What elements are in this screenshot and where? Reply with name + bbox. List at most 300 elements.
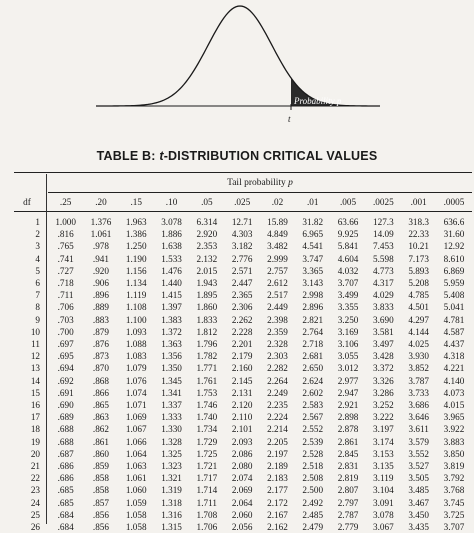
value-cell: 31.82 xyxy=(302,217,324,227)
value-cell: 1.886 xyxy=(161,229,182,240)
value-cell: 2.205 xyxy=(267,436,288,447)
value-cell: 2.447 xyxy=(231,278,253,288)
value-cell: 1.315 xyxy=(161,522,182,532)
value-cell: 1.708 xyxy=(196,509,218,520)
tail-probability-header xyxy=(48,178,472,188)
value-cell: 1.943 xyxy=(196,278,218,288)
value-cell: 1.717 xyxy=(196,473,218,484)
table-row xyxy=(14,265,472,277)
value-cell: 2.214 xyxy=(267,424,288,435)
value-cell: 4.781 xyxy=(443,314,465,325)
value-cell: 2.235 xyxy=(267,400,288,410)
value-cell: 3.182 xyxy=(231,241,253,252)
value-cell: 1.812 xyxy=(196,326,218,337)
value-cell: 2.977 xyxy=(337,375,359,386)
value-cell: 2.224 xyxy=(267,412,288,423)
value-cell: 2.718 xyxy=(302,339,324,349)
value-cell: 1.415 xyxy=(161,290,182,301)
value-cell: .694 xyxy=(57,363,74,374)
value-cell: 1.100 xyxy=(125,314,147,325)
table-row xyxy=(14,314,472,326)
value-cell: 3.747 xyxy=(302,253,324,264)
value-cell: 4.604 xyxy=(337,253,359,264)
value-cell: 3.250 xyxy=(337,314,359,325)
value-cell: 5.841 xyxy=(337,241,359,252)
value-cell: 5.208 xyxy=(408,278,429,288)
value-cell: 1.895 xyxy=(196,290,218,301)
value-cell: 1.319 xyxy=(161,485,182,496)
value-cell: 1.069 xyxy=(125,412,147,423)
value-cell: 1.746 xyxy=(196,400,218,410)
value-cell: 3.197 xyxy=(373,424,394,435)
df-cell: 26 xyxy=(30,522,40,532)
table-row xyxy=(14,277,472,289)
value-cell: .866 xyxy=(92,387,109,398)
value-cell: .978 xyxy=(92,241,109,252)
value-cell: 2.779 xyxy=(337,522,359,532)
value-cell: .859 xyxy=(92,461,109,471)
value-cell: 1.714 xyxy=(196,485,218,496)
value-cell: 63.66 xyxy=(337,217,359,227)
table-row xyxy=(14,228,472,240)
table-row xyxy=(14,423,472,435)
value-cell: 4.029 xyxy=(373,290,394,301)
value-cell: 2.821 xyxy=(302,314,324,325)
df-cell: 4 xyxy=(35,253,40,264)
value-cell: 3.355 xyxy=(337,302,359,313)
value-cell: 1.134 xyxy=(125,278,147,288)
value-cell: 1.721 xyxy=(196,461,218,471)
df-cell: 20 xyxy=(30,448,40,459)
value-cell: 2.131 xyxy=(231,387,253,398)
value-cell: 15.89 xyxy=(267,217,288,227)
column-header: .025 xyxy=(234,197,251,207)
value-cell: 3.286 xyxy=(373,387,394,398)
value-cell: 2.172 xyxy=(267,497,288,508)
df-cell: 23 xyxy=(30,485,40,496)
value-cell: 2.819 xyxy=(337,473,359,484)
value-cell: 2.920 xyxy=(196,229,218,240)
value-cell: 1.771 xyxy=(196,363,218,374)
table-row xyxy=(14,436,472,448)
value-cell: 2.074 xyxy=(231,473,253,484)
value-cell: 3.135 xyxy=(373,461,394,471)
value-cell: 3.252 xyxy=(373,400,394,410)
value-cell: .861 xyxy=(92,436,109,447)
table-row xyxy=(14,497,472,509)
df-cell: 2 xyxy=(35,229,40,240)
value-cell: .865 xyxy=(92,400,109,410)
value-cell: 2.328 xyxy=(267,339,288,349)
value-cell: .941 xyxy=(92,253,109,264)
value-cell: 1.064 xyxy=(125,448,147,459)
value-cell: 1.963 xyxy=(125,217,147,227)
value-cell: 1.330 xyxy=(161,424,182,435)
value-cell: 2.757 xyxy=(267,265,288,276)
value-cell: 2.485 xyxy=(302,509,324,520)
value-cell: 3.169 xyxy=(337,326,359,337)
value-cell: 2.898 xyxy=(337,412,359,423)
column-header: .25 xyxy=(59,197,72,207)
value-cell: 3.707 xyxy=(337,278,359,288)
column-header: .01 xyxy=(307,197,319,207)
value-cell: 6.314 xyxy=(196,217,218,227)
value-cell: 3.482 xyxy=(267,241,288,252)
value-cell: 2.650 xyxy=(302,363,324,374)
value-cell: .697 xyxy=(57,339,74,349)
df-cell: 5 xyxy=(35,265,40,276)
value-cell: 1.093 xyxy=(125,326,147,337)
value-cell: 3.690 xyxy=(373,314,394,325)
value-cell: 2.086 xyxy=(231,448,253,459)
header-bottom-rule xyxy=(14,211,472,212)
value-cell: 4.025 xyxy=(408,339,429,349)
value-cell: 1.796 xyxy=(196,339,218,349)
df-cell: 18 xyxy=(30,424,40,435)
value-cell: .856 xyxy=(92,522,109,532)
value-cell: 3.505 xyxy=(408,473,429,484)
value-cell: .687 xyxy=(57,448,74,459)
value-cell: 4.773 xyxy=(373,265,394,276)
value-cell: 2.056 xyxy=(231,522,253,532)
value-cell: 2.681 xyxy=(302,351,324,362)
value-cell: 2.449 xyxy=(267,302,288,313)
column-header: .0005 xyxy=(443,197,465,207)
value-cell: 1.833 xyxy=(196,314,218,325)
value-cell: 2.492 xyxy=(302,497,324,508)
value-cell: .688 xyxy=(57,424,74,435)
value-cell: 2.183 xyxy=(267,473,288,484)
df-cell: 13 xyxy=(30,363,40,374)
value-cell: 2.878 xyxy=(337,424,359,435)
value-cell: .860 xyxy=(92,448,109,459)
value-cell: 3.078 xyxy=(161,217,182,227)
table-row xyxy=(14,375,472,387)
value-cell: 2.861 xyxy=(337,436,359,447)
value-cell: 2.787 xyxy=(337,509,359,520)
df-cell: 11 xyxy=(31,339,40,349)
value-cell: .868 xyxy=(92,375,109,386)
df-cell: 15 xyxy=(30,387,40,398)
value-cell: 3.965 xyxy=(443,412,465,423)
value-cell: 2.624 xyxy=(302,375,324,386)
value-cell: .920 xyxy=(92,265,109,276)
value-cell: 2.807 xyxy=(337,485,359,496)
value-cell: 1.350 xyxy=(161,363,182,374)
value-cell: .685 xyxy=(57,485,74,496)
value-cell: 1.706 xyxy=(196,522,218,532)
value-cell: 2.896 xyxy=(302,302,324,313)
value-cell: 3.365 xyxy=(302,265,324,276)
value-cell: 8.610 xyxy=(443,253,465,264)
value-cell: 3.174 xyxy=(373,436,394,447)
value-cell: 5.598 xyxy=(373,253,394,264)
value-cell: 3.497 xyxy=(373,339,394,349)
value-cell: 3.428 xyxy=(373,351,394,362)
column-header: .02 xyxy=(271,197,284,207)
value-cell: 2.262 xyxy=(231,314,253,325)
value-cell: 2.160 xyxy=(231,363,253,374)
tail-header-rule xyxy=(48,192,472,193)
value-cell: 1.316 xyxy=(161,509,182,520)
table-row xyxy=(14,338,472,350)
value-cell: 2.189 xyxy=(267,461,288,471)
value-cell: .688 xyxy=(57,436,74,447)
value-cell: 3.883 xyxy=(443,436,465,447)
value-cell: 3.552 xyxy=(408,448,429,459)
df-cell: 10 xyxy=(30,326,40,337)
value-cell: 4.015 xyxy=(443,400,465,410)
value-cell: 1.108 xyxy=(125,302,147,313)
value-cell: .873 xyxy=(92,351,109,362)
table-row xyxy=(14,387,472,399)
value-cell: 636.6 xyxy=(443,217,465,227)
value-cell: 2.776 xyxy=(231,253,253,264)
value-cell: 4.541 xyxy=(302,241,324,252)
value-cell: 2.764 xyxy=(302,326,324,337)
value-cell: 1.638 xyxy=(161,241,182,252)
value-cell: .711 xyxy=(57,290,74,301)
value-cell: 1.074 xyxy=(125,387,147,398)
value-cell: 2.998 xyxy=(302,290,324,301)
table-row xyxy=(14,301,472,313)
value-cell: 1.333 xyxy=(161,412,182,423)
value-cell: 2.518 xyxy=(302,461,324,471)
value-cell: 2.249 xyxy=(267,387,288,398)
value-cell: 3.012 xyxy=(337,363,359,374)
value-cell: .684 xyxy=(57,522,74,532)
value-cell: 3.078 xyxy=(373,509,394,520)
table-row xyxy=(14,460,472,472)
value-cell: .857 xyxy=(92,497,109,508)
value-cell: 2.177 xyxy=(267,485,288,496)
value-cell: 12.92 xyxy=(443,241,465,252)
value-cell: 1.321 xyxy=(161,473,182,484)
value-cell: 2.539 xyxy=(302,436,324,447)
value-cell: 3.143 xyxy=(302,278,324,288)
value-cell: .686 xyxy=(57,461,74,471)
value-cell: 2.282 xyxy=(267,363,288,374)
value-cell: .690 xyxy=(57,400,74,410)
value-cell: .879 xyxy=(92,326,109,337)
value-cell: 2.508 xyxy=(302,473,324,484)
value-cell: 1.328 xyxy=(161,436,182,447)
value-cell: 1.734 xyxy=(196,424,218,435)
value-cell: 2.517 xyxy=(267,290,288,301)
value-cell: 2.528 xyxy=(302,448,324,459)
value-cell: .686 xyxy=(57,473,74,484)
value-cell: 1.341 xyxy=(161,387,182,398)
df-cell: 16 xyxy=(30,400,40,410)
value-cell: 1.397 xyxy=(161,302,182,313)
value-cell: .876 xyxy=(92,339,109,349)
df-cell: 19 xyxy=(30,436,40,447)
df-cell: 14 xyxy=(30,375,40,386)
value-cell: 4.297 xyxy=(408,314,429,325)
value-cell: 2.583 xyxy=(302,400,324,410)
value-cell: 2.015 xyxy=(196,265,218,276)
value-cell: 3.733 xyxy=(408,387,429,398)
value-cell: 1.067 xyxy=(125,424,147,435)
value-cell: .816 xyxy=(57,229,74,240)
value-cell: 2.359 xyxy=(267,326,288,337)
value-cell: .862 xyxy=(92,424,109,435)
value-cell: 1.076 xyxy=(125,375,147,386)
value-cell: 2.831 xyxy=(337,461,359,471)
value-cell: .706 xyxy=(57,302,74,313)
value-cell: 3.055 xyxy=(337,351,359,362)
value-cell: 1.190 xyxy=(125,253,147,264)
value-cell: 2.571 xyxy=(231,265,253,276)
title-t-symbol: t xyxy=(159,149,164,163)
value-cell: .695 xyxy=(57,351,74,362)
value-cell: 1.372 xyxy=(161,326,182,337)
column-header: .10 xyxy=(165,197,178,207)
table-row xyxy=(14,362,472,374)
table-row xyxy=(14,326,472,338)
table-row xyxy=(14,216,472,228)
value-cell: 2.552 xyxy=(302,424,324,435)
value-cell: .703 xyxy=(57,314,74,325)
value-cell: 1.356 xyxy=(161,351,182,362)
value-cell: 3.104 xyxy=(373,485,394,496)
table-row xyxy=(14,521,472,533)
value-cell: 2.064 xyxy=(231,497,253,508)
value-cell: 4.317 xyxy=(373,278,394,288)
value-cell: 4.221 xyxy=(443,363,465,374)
value-cell: 1.059 xyxy=(125,497,147,508)
value-cell: 2.228 xyxy=(231,326,253,337)
value-cell: 2.101 xyxy=(231,424,253,435)
df-cell: 24 xyxy=(30,497,40,508)
t-value-label: t xyxy=(288,114,291,124)
value-cell: .863 xyxy=(92,412,109,423)
value-cell: 2.201 xyxy=(231,339,253,349)
value-cell: .741 xyxy=(57,253,74,264)
value-cell: 7.173 xyxy=(408,253,429,264)
value-cell: 3.725 xyxy=(443,509,465,520)
value-cell: 2.500 xyxy=(302,485,324,496)
value-cell: 14.09 xyxy=(373,229,394,240)
value-cell: 2.179 xyxy=(231,351,253,362)
value-cell: 4.303 xyxy=(231,229,253,240)
value-cell: .691 xyxy=(57,387,74,398)
value-cell: 3.852 xyxy=(408,363,429,374)
value-cell: 3.745 xyxy=(443,497,465,508)
value-cell: 3.222 xyxy=(373,412,394,423)
value-cell: 2.110 xyxy=(231,412,253,423)
value-cell: 2.132 xyxy=(196,253,218,264)
table-title xyxy=(0,149,474,163)
df-cell: 25 xyxy=(30,509,40,520)
title-suffix: -DISTRIBUTION CRITICAL VALUES xyxy=(163,149,378,163)
value-cell: 2.093 xyxy=(231,436,253,447)
value-cell: 3.850 xyxy=(443,448,465,459)
value-cell: 1.725 xyxy=(196,448,218,459)
value-cell: 2.921 xyxy=(337,400,359,410)
value-cell: 5.041 xyxy=(443,302,465,313)
value-cell: 2.306 xyxy=(231,302,253,313)
table-row xyxy=(14,289,472,301)
table-row xyxy=(14,509,472,521)
value-cell: 22.33 xyxy=(408,229,429,240)
value-cell: 3.067 xyxy=(373,522,394,532)
value-cell: .889 xyxy=(92,302,109,313)
value-cell: .858 xyxy=(92,485,109,496)
value-cell: 1.440 xyxy=(161,278,182,288)
value-cell: 1.119 xyxy=(126,290,147,301)
value-cell: 3.686 xyxy=(408,400,429,410)
value-cell: 2.612 xyxy=(267,278,288,288)
value-cell: 4.501 xyxy=(408,302,429,313)
value-cell: 4.849 xyxy=(267,229,288,240)
value-cell: 2.080 xyxy=(231,461,253,471)
value-cell: 4.140 xyxy=(443,375,465,386)
value-cell: 1.386 xyxy=(125,229,147,240)
value-cell: 2.120 xyxy=(231,400,253,410)
value-cell: 6.965 xyxy=(302,229,324,240)
value-cell: .896 xyxy=(92,290,109,301)
value-cell: 3.326 xyxy=(373,375,394,386)
value-cell: 1.376 xyxy=(90,217,112,227)
value-cell: 3.485 xyxy=(408,485,429,496)
df-cell: 9 xyxy=(35,314,40,325)
value-cell: 3.819 xyxy=(443,461,465,471)
value-cell: 3.611 xyxy=(408,424,429,435)
value-cell: 1.088 xyxy=(125,339,147,349)
value-cell: 1.533 xyxy=(161,253,182,264)
title-prefix: TABLE B: xyxy=(96,149,160,163)
value-cell: 1.761 xyxy=(196,375,218,386)
value-cell: 3.119 xyxy=(373,473,394,484)
value-cell: 2.162 xyxy=(267,522,288,532)
value-cell: 1.058 xyxy=(125,509,147,520)
value-cell: 5.959 xyxy=(443,278,465,288)
value-cell: .906 xyxy=(92,278,109,288)
value-cell: 1.345 xyxy=(161,375,182,386)
value-cell: 1.060 xyxy=(125,485,147,496)
value-cell: 2.999 xyxy=(267,253,288,264)
value-cell: 2.845 xyxy=(337,448,359,459)
value-cell: .700 xyxy=(57,326,74,337)
value-cell: 1.318 xyxy=(161,497,182,508)
df-cell: 8 xyxy=(35,302,40,313)
value-cell: 3.435 xyxy=(408,522,429,532)
value-cell: 2.398 xyxy=(267,314,288,325)
df-cell: 7 xyxy=(35,290,40,301)
value-cell: .689 xyxy=(57,412,74,423)
value-cell: 1.337 xyxy=(161,400,182,410)
value-cell: 1.071 xyxy=(125,400,147,410)
column-header: .15 xyxy=(130,197,142,207)
value-cell: 2.365 xyxy=(231,290,253,301)
value-cell: 3.833 xyxy=(373,302,394,313)
value-cell: 3.091 xyxy=(373,497,394,508)
value-cell: 2.602 xyxy=(302,387,324,398)
table-row xyxy=(14,411,472,423)
value-cell: 4.032 xyxy=(337,265,359,276)
value-cell: .727 xyxy=(57,265,74,276)
value-cell: 9.925 xyxy=(337,229,359,240)
value-cell: 2.303 xyxy=(267,351,288,362)
value-cell: 3.153 xyxy=(373,448,394,459)
column-header: .005 xyxy=(340,197,357,207)
tail-probability-var: p xyxy=(288,178,293,188)
value-cell: 3.768 xyxy=(443,485,465,496)
value-cell: 1.363 xyxy=(161,339,182,349)
value-cell: .685 xyxy=(57,497,74,508)
value-cell: 1.066 xyxy=(125,436,147,447)
